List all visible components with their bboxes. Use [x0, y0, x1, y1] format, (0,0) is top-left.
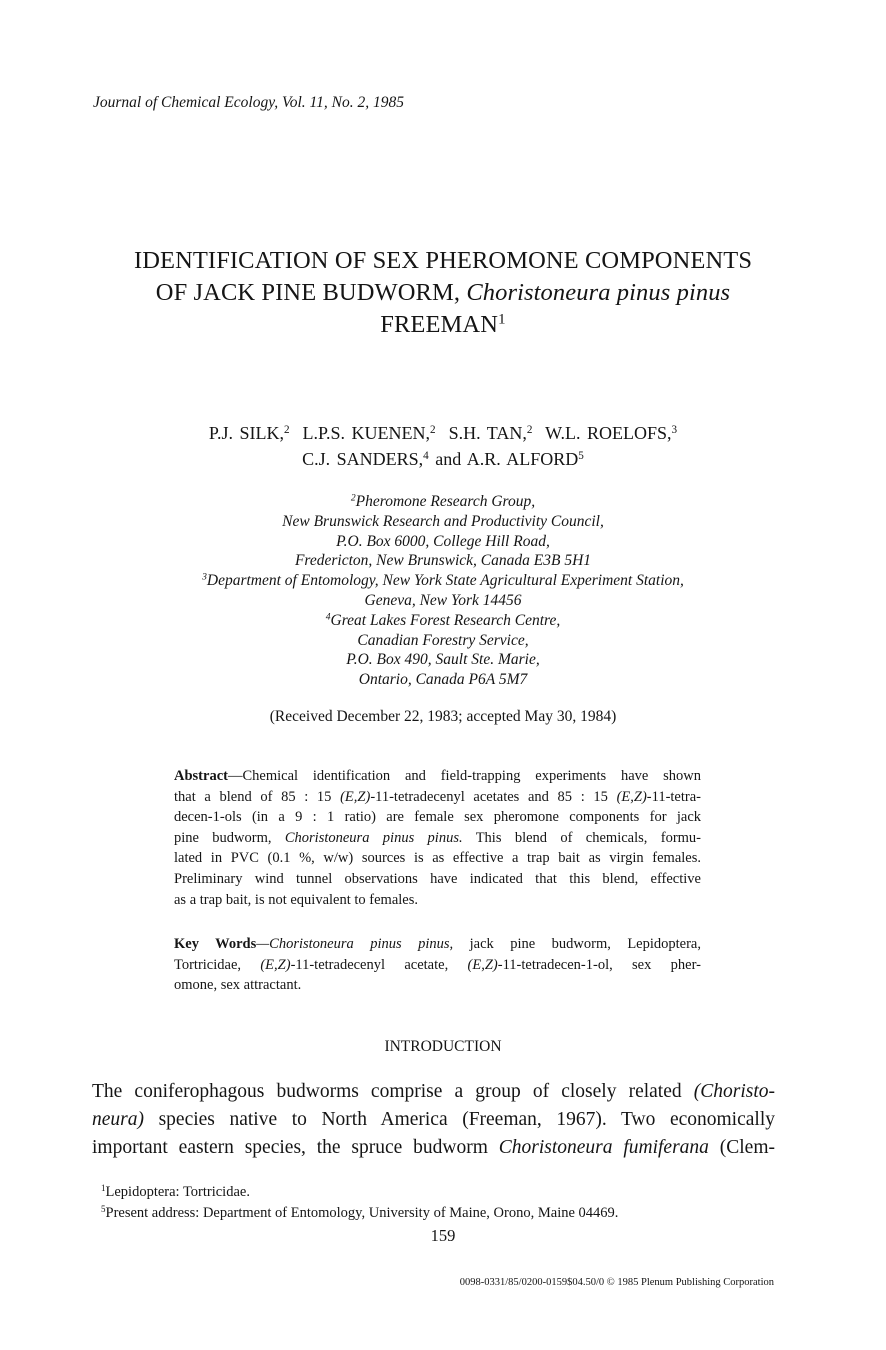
author-list	[0, 420, 886, 472]
key-words	[174, 934, 701, 996]
article-title	[0, 245, 886, 341]
title-line-3: FREEMAN$^1$	[380, 310, 506, 338]
keywords-line: Tortricidae, (E,Z)-11-tetradecenyl acetate, (E,Z)-11-tetradecen-1-ol, sex pher-	[174, 956, 701, 973]
abstract-line: Preliminary wind tunnel observations have indicated that this blend, effective	[174, 870, 701, 887]
affiliation-line: Fredericton, New Brunswick, Canada E3B 5H1	[294, 552, 592, 570]
abstract-label: Abstract	[174, 768, 228, 784]
keywords-line: omone, sex attractant.	[174, 977, 302, 994]
affiliation-line: $^3$Department of Entomology, New York State Agricultural Experiment Station,	[202, 571, 684, 590]
affiliation-line: $^4$Great Lakes Forest Research Centre,	[325, 611, 561, 629]
abstract-line: decen-1-ols (in a 9 : 1 ratio) are female sex pheromone components for jack	[174, 809, 701, 826]
affiliation-line: $^2$Pheromone Research Group,	[350, 492, 536, 510]
keywords-line: Key Words—Choristoneura pinus pinus, jack pine budworm, Lepidoptera,	[174, 936, 701, 952]
author: S.H. TAN,$^2$	[448, 423, 533, 443]
title-line-2: OF JACK PINE BUDWORM, Choristoneura pinus pinus	[155, 279, 731, 306]
intro-line: The coniferophagous budworms comprise a group of closely related (Choristo-	[92, 1081, 775, 1102]
abstract-line: as a trap bait, is not equivalent to females.	[174, 891, 419, 908]
author-line-1	[0, 420, 886, 446]
title-line-1: IDENTIFICATION OF SEX PHEROMONE COMPONENTS	[133, 247, 753, 274]
affiliation-line: P.O. Box 490, Sault Ste. Marie,	[346, 651, 540, 669]
introduction-text	[92, 1078, 775, 1161]
section-heading: INTRODUCTION	[384, 1038, 502, 1055]
affiliations	[0, 492, 886, 690]
received-dates: (Received December 22, 1983; accepted May 30, 1984)	[269, 708, 617, 725]
affiliation-line: New Brunswick Research and Productivity Council,	[282, 512, 604, 530]
affiliation-line: Ontario, Canada P6A 5M7	[358, 671, 528, 689]
author: C.J. SANDERS,$^4$	[302, 449, 429, 469]
affiliation-line: Geneva, New York 14456	[364, 591, 522, 609]
abstract-line: lated in PVC (0.1 %, w/w) sources is as effective a trap bait as virgin females.	[174, 850, 701, 867]
abstract-line: that a blend of 85 : 15 (E,Z)-11-tetradecenyl acetates and 85 : 15 (E,Z)-11-tetra-	[174, 788, 701, 805]
species-name: Choristoneura pinus pinus	[466, 279, 731, 306]
author: P.J. SILK,$^2$	[208, 423, 290, 443]
footnote: $^1$Lepidoptera: Tortricidae.	[101, 1183, 250, 1200]
affiliation-line: P.O. Box 6000, College Hill Road,	[336, 532, 550, 550]
author-line-2	[0, 446, 886, 472]
journal-citation: Journal of Chemical Ecology, Vol. 11, No. 2, 1985	[93, 94, 404, 111]
footnotes	[101, 1182, 618, 1224]
page-number: 159	[430, 1226, 456, 1245]
copyright-line: 0098-0331/85/0200-0159$04.50/0 © 1985 Plenum Publishing Corporation	[459, 1277, 774, 1288]
author: A.R. ALFORD$^5$	[466, 449, 584, 469]
footnote-ref: 1	[498, 310, 506, 328]
keywords-label: Key Words	[174, 936, 257, 952]
intro-line: important eastern species, the spruce budworm Choristoneura fumiferana (Clem-	[92, 1136, 775, 1158]
footnote: $^5$Present address: Department of Entomology, University of Maine, Orono, Maine 04469.	[101, 1204, 619, 1221]
abstract	[174, 766, 701, 910]
abstract-line: Abstract—Chemical identification and field-trapping experiments have shown	[174, 768, 701, 784]
author: L.P.S. KUENEN,$^2$	[302, 423, 436, 443]
author: W.L. ROELOFS,$^3$	[545, 423, 678, 443]
affiliation-line: Canadian Forestry Service,	[357, 631, 529, 649]
intro-line: neura) species native to North America (Freeman, 1967). Two economically	[92, 1108, 775, 1130]
abstract-line: pine budworm, Choristoneura pinus pinus. This blend of chemicals, formu-	[174, 829, 701, 846]
author-connector: and	[435, 449, 462, 469]
